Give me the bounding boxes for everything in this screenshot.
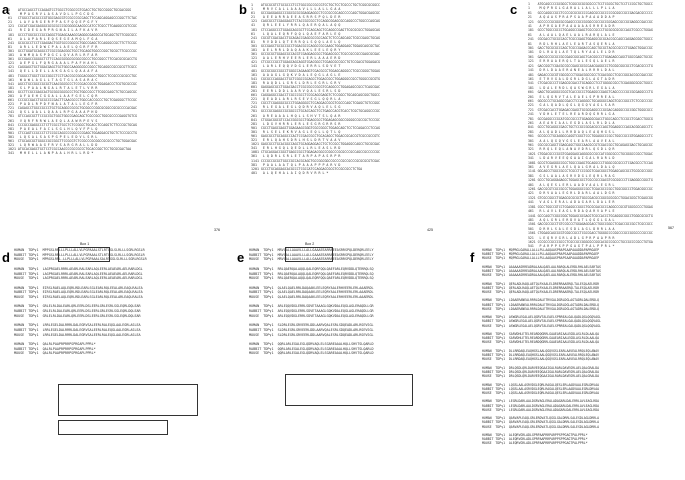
panel-label-b: b <box>239 2 247 17</box>
panel-c <box>500 0 685 249</box>
panel-b <box>233 0 443 232</box>
highlight-box-e-2 <box>285 374 413 406</box>
panel-label-d: d <box>2 250 10 265</box>
end-number-c: 567 <box>668 226 674 230</box>
sequence-b: 1 ATGCGCGTCTGCGCCCTCCTGGCCGCCGCCGTCCTGCTCCTCGCCCTGCTCGGCGCGGCC 1 M R V C A L L A A A V L L L A L L G A A 61 GCCGAGGAGGCCCGGCGCGCGGAGGAGGCCTCCCGCCGCAGCCCCCAGCTGGACGAGCGC 21 A E E A R R A E E A S R R S P Q L D E R 121 CAGCGCCTCGAGGAGCTCTACCGCCGCCTCCAGGCGGAGCGCCAGGCCCTGGCCCAGCAG 41 Q R L E E L Y R R L Q A E R Q A L A Q Q 181 CTCCAGGCCCTGGAGCAGCGCTTCCAGCAGCTCCAGGCCGAGTTCGCGCGCCTGGAGCAG 61 L Q A L E Q R F Q Q L Q A E F A R L E Q 241 CGCGTCGACGACCTGCAGACCGAGCGCCGCCAGCTCTCCCAGCAGCTCGCCGAGCTGCAG 81 R V D D L Q T E R R Q L S Q Q L A E L Q 301 GCCGAGCTGCGCCGCCTGGACGCCCAGGCCGCCAAGCTGGAGGAGCTGGAGCAGCGCTAC 101 A E L R R L D A Q A A K L E E L E Q R Y 361 GCCGCGCTGGAGCGCCACGTCGAGGAGCGCCTGGAGCGCCTCGCCGCCGCCGAGCGCGAC 121 A A L E R H V E E R L E R L A A A E R D 421 CTCGCCCGCCTGGAGCAGCAGGTCGACGGCCTCGAGCGCCGCCTGTCCGACGTGGAGACG 141 L A R L E Q Q V D G L E R R L S D V E T 481 GCCGCGGCCGGCCTGGGCCAGAAGGTCGACGCCCTGGAGCAGGGCCTCGCCGGGCTGGAG 161 A A A G L G Q K V D A L E Q G L A G L E 541 CGCGCCCAGGACCTGCTCGGCCGCAGCCTGGACCGCCTGGAGGGCCGCCTGGGCCGCGTG 181 R A Q D L L G R S L D R L E G R L G R V 601 GAGGAGCGCCTGGACGACCTCGCCGCCCGCGTCCAGGCCCTGGAGAGCCGCCTCAGCGAC 201 E E R L D D L A A R V Q A L E S R L S D 661 CAGGAGGCCGACCTCGCCCGCCTCCGCAGCGAGGTCTCCGGCCTGCAGCAGCGGCTGGCC 221 Q E A D L A R L R S E V S G L Q Q R L A 721 CGCCTCGAGGGCGCCCTGGAGGGCCTCCAGGACCGCGTCGCCCAGCTCGAGCTGTCCGGC 241 R L E G A L E G L Q D R V A Q L E L S G 781 GCCCGCGAGGCCGCGGCCCTGCACCAGCTCCTGAGCCACGTCACCTCGCTGCAGGCCCGC 261 A R E A A A L H Q L L S H V T S L Q A R 841 CTGGACGGCGTCCACCGGCGCCTGGAGCGCCTGGAGAGCGGCCGGGGCCGCCGCTCCCGC 281 L D G V H R R L E R L E S G R G R R S R 901 CGCCTGAGCGAGCTGGAGAAGCGGGTCGCCGGCCTGGAGCAGCTCCTCCAGACCCTCCAG 301 R L S E L E K R V A G L E Q L L Q T L Q 961 GAGCGCCTGCAGGCCCACTCCGACCGCCTGCACAGCCTGGACCGCACCGTCGCCGCCGTC 321 E R L Q A H S D R L H S L D R T V A A V 1021 GAGCGCCTGCACGGCCAGCTGCAGGAGGACCTCCTCCGCCTGGAGGCCAGCCTGCGCGAC 341 E R L H G Q L Q E D L L R L E A S L R D 1081 CTGCAGGACCGGCTGAGCCGCCTGGAGACGGCCCGGCCCGCGCCCGCCAGCCGCCCCCGC 361 L Q D R L S R L E T A R P A P A S R P R 1141 CCCGCCGCGCTGGCCGCCACGCAGCTGCCGGCGGCCGCCCCGCCGCCCGCGCGCGTCGAC 381 P A A L A A T Q L P A A A P P P A R V D 1201 GCCCTGCAGGAGCACGCCCTCGCCATCCAGGACCGCGTCCGCCGCCTCTGA 401 A L Q E H A L A I Q D R V R R L * <box>251 3 381 175</box>
panel-label-a: a <box>2 2 10 17</box>
highlight-box-d-2 <box>58 384 198 416</box>
panel-label-f: f <box>470 250 475 265</box>
panel-e <box>233 238 459 480</box>
box-title-d: Box 1 <box>80 242 90 246</box>
box-title-e: Box 2 <box>305 242 315 246</box>
end-number-a: 376 <box>214 228 220 232</box>
panel-f <box>462 238 685 480</box>
panel-label-c: c <box>510 2 518 17</box>
panel-d <box>0 238 232 480</box>
alignment-f: HUMAN TDPγ1 MQPRGLGARALLALLLPLLAAQAASPRAPSAAPAAADDAPAPRGAEP RABBIT TDPγ1 MQPRGLGARALLALLLPLLAAQAASPRAPSAAPAAADDAPAPRGAEP MOUSE TDPγ1 MQPRGLGARALLALLLPLLAAQAASPRAPSAAPAAADDAPAPRGAEP HUMAN TDPγ1 AAAAAASRREADRALAALQAELAALRARQLALERDLRHLAELEARTAS RABBIT TDPγ1 AAAAAASRREADRALAALQAELAALRARQLALERDLRHLAELEARTAS MOUSE TDPγ1 AAAAAASRREADRALAALQAELAALRARQLALERDLRHLAELEARTAS HUMAN TDPγ1 QERLADLRAQLAETQLRYAALELDRERRAAERQLTALESQLAELRDR RABBIT TDPγ1 QERLADLRAQLAETQLRYAALELDRERRAAERQLTALESQLAELRDR MOUSE TDPγ1 QERLADLRAQLAETQLRYAALELDRERRAAERQLTALESQLAELRDR HUMAN TDPγ1 LDAAERANEALRRRLDALETRVGALDGRLDGLAGTADRLDALERDLQ RABBIT TDPγ1 LDAAERANEALRRRLDALETRVGALDGRLDGLAGTADRLDALERDLQ MOUSE TDPγ1 LDAAERANEALRRRLDALETRVGALDGRLDGLAGTADRLDALERDLQ HUMAN TDPγ1 ASWGRLEGALAELQGRVTALEAELSPRREALGALQADLQGLQGQVAGL RABBIT TDPγ1 ASWGRLEGALAELQGRVTALEAELSPRREALGALQADLQGLQGQVAGL MOUSE TDPγ1 ASWGRLEGALAELQGRVTALEAELSPRREALGALQADLQGLQGQVAGL HUMAN TDPγ1 SARVDHLETELREARDQGRRLGAAEARIAALEGDLASLRLDLAALQA RABBIT TDPγ1 SARVDHLETELREARDQGRRLGAAEARIAALEGDLASLRLDLAALQA MOUSE TDPγ1 SARVDHLETELREARDQGRRLGAAEARIAALEGDLASLRLDLAALQA HUMAN TDPγ1 DLLRRDAQLEAQHGSLAALQGQVGSLEARLAAVEALRRQLEQLANAV RABBIT TDPγ1 DLLRRDAQLEAQHGSLAALQGQVGSLEARLAAVEALRRQLEQLANAV MOUSE TDPγ1 DLLRRDAQLEAQHGSLAALQGQVGSLEARLAAVEALRRQLEQLANAV HUMAN TDPγ1 DRLQSDLQRLDARVEEQGAAIGALRARLDAVEGRLAELQALGRALDA RABBIT TDPγ1 DRLQSDLQRLDARVEEQGAAIGALRARLDAVEGRLAELQALGRALDA MOUSE TDPγ1 DRLQSDLQRLDARVEEQGAAIGALRARLDAVEGRLAELQALGRALDA HUMAN TDPγ1 LQGSLAALASRVDGLEQRLRAGALQESLERLAADVAALEGRLDRVAA RABBIT TDPγ1 LQGSLAALASRVDGLEQRLRAGALQESLERLAADVAALEGRLDRVAA MOUSE TDPγ1 LQGSLAALASRVDGLEQRLRAGALQESLERLAADVAALEGRLDRVAA HUMAN TDPγ1 LEGRLDARLAALDGRVAGLERALADAGARLDALERRLAVLEAGLRDA RABBIT TDPγ1 LEGRLDARLAALDGRVAGLERALADAGARLDALERRLAVLEAGLRDA MOUSE TDPγ1 LEGRLDARLAALDGRVAGLERALADAGARLDALERRLAVLEAGLRDA HUMAN TDPγ1 QARVAPLEAQLGRLERDVATLQGGLGALDRRLSALESDLAGLDRRLA RABBIT TDPγ1 QARVAPLEAQLGRLERDVATLQGGLGALDRRLSALESDLAGLDRRLA MOUSE TDPγ1 QARVAPLEAQLGRLERDVATLQGGLGALDRRLSALESDLAGLDRRLA HUMAN TDPγ1 ALEQRVGRLADLGPRPAAPRRPARPPSPPGAGTPALPPRL* RABBIT TDPγ1 ALEQRVGRLADLGPRPAAPRRPARPPSPPGAGTPALPPRL* MOUSE TDPγ1 ALEQRVGRLADLGPRPAAPRRPARPPSPPGAGTPALPPRL* <box>482 248 601 446</box>
panel-label-e: e <box>237 250 245 265</box>
sequence-c: 1 ATGCAGCCCCGCGGCCTCGGCGCGCGCGCCCTCCTCGCGCTGCTCCTCCCGCTGCTGGCC 1 M Q P R G L G A R A L L A L L L P L L A 61 GCCCAGGCCGCCTCCCCGCGCGCCCCCAGCGCCGCCCCCGCGGCCGCCGACGACGCCCCC 21 A Q A A S P R A P S A A P A A A D D A P 121 GCCCCCCGCGGCGCCGAGCCCGCCGCGGCCGCCGCCGCGAGCCGCCGCGAGGCCGACCGC 41 A P R G A E P A A A A A A S R R E A D R 181 GCCCTGGCCGCCCTGCAGGCCGAGCTCGCCGCCCTGCGCGCGCGCCAGCTCGCCCTGGAG 61 A L A A L Q A E L A A L R A R Q L A L E 241 CGCGACCTGCGCCACCTCGCCGAGCTGGAGGCGCGCACCGCCAGCCAGGAGCGGCTGGCC 81 R D L R H L A E L E A R T A S Q E R L A 301 GACCTGCGCGCCCAGCTCGCCGAGACCCAGCTGCGCTACGCCGCCCTGGAGCTGGACCGC 101 D L R A Q L A E T Q L R Y A A L E L D R 361 GAGCGCCGCGCCGCCGAGCGGCAGCTCACGGCCCTGGAGAGCCAGCTGGCCGAGCTGCGC 121 E R R A A E R Q L T A L E S Q L A E L R 421 GACCGGCTCGACGCCGCCGAGCGCGCCAACGAGGCCCTGCGGCGGCGCCTCGACGCCCTG 141 D R L D A A E R A N E A L R R R L D A L 481 GAGACCCGCGTCGGCGCCCTGGACGGCCGCCTCGACGGCCTCGCCGGCACCGCCGACCGC 161 E T R V G A L D G R L D G L A G T A D R 541 CTCGACGCCCTCGAGCGCGACCTGCAGGCCTCCTGGGGCCGCCTCGAGGGCGCGCTGGCC 181 L D A L E R D L Q A S W G R L E G A L A 601 GAGCTGCAGGGCCGCGTCACCGCCCTGGAGGCCGAGCTCAGCCCCCGCCGCGAGGCCCTG 201 E L Q G R V T A L E A E L S P R R E A L 661 GGCGCCCTGCAGGCCGACCTCCAGGGCCTGCAGGGCCAGGTCGCCGGCCTCTCCGCCCGC 221 G A L Q A D L Q G L Q G Q V A G L S A R 721 GTCGACCACCTGGAGACCGAGCTGCGCGAGGCCCGCGACCAGGGCCGCCGGCTGGGCGCC 241 V D H L E T E L R E A R D Q G R R L G A 781 GCCGAGGCCCGCATCGCCGCCCTGGAGGGCGACCTGGCCAGCCTCCGCCTCGACCTGGCG 261 A E A R I A A L E G D L A S L R L D L A 841 GCCCTGCAGGCCGACCTGCTCCGCCGCGACGCCCAGCTGGAGGCCCAGCACGGCAGCCTC 281 A L Q A D L L R R D A Q L E A Q H G S L 901 GCCGCCCTGCAGGGCCAGGTCGGCTCCCTGGAGGCCCGCCTGGCCGCCGTGGAGGCCCTC 301 A A L Q G Q V G S L E A R L A A V E A L 961 CGCCGCCAGCTCGAGCAGCTGGCCAACGCCGTCGACCGCCTGCAGAGCGACCTGCAGCGC 321 R R Q L E Q L A N A V D R L Q S D L Q R 1021 CTGGACGCCCGCGTCGAGGAGCAGGGCGCCGCCATCGGCGCCCTGCGGGCCCGCCTGGAC 341 L D A R V E E Q G A A I G A L R A R L D 1081 GCCGTCGAGGGCCGCCTGGCCGAGCTGCAGGCCCTGGGCCGCGCCCTCGACGCCCTCCAG 361 A V E G R L A E L Q A L G R A L D A L Q 1141 GGCAGCCTGGCCGCCCTCGCCTCCCGCGTCGACGGCCTGGAGCAGCGCCTGCGCGCCGGC 381 G S L A A L A S R V D G L E Q R L R A G 1201 GCCCTGCAGGAGAGCCTGGAGCGCCTCGCCGCCGACGTCGCGGCCCTCGAGGGCCGGCTG 401 A L Q E S L E R L A A D V A A L E G R L 1261 GACCGCGTCGCCGCCCTGGAGGGCCGCCTCGACGCCCGCCTGGCGGCCCTGGACGGCCGC 421 D R V A A L E G R L D A R L A A L D G R 1321 GTCGCCGGCCTGGAGCGCGCGCTGGCCGACGCCGGCGCGCGCCTGGACGCGCTCGAGCGG 441 V A G L E R A L A D A G A R L D A L E R 1381 CGCCTGGCCGTCCTCGAGGCCGGCCTGCGCGACGCCCAGGCCCGCGTGGCGCCCCTGGAG 461 R L A V L E A G L R D A Q A R V A P L E 1441 GCCCAGCTCGGCCGGCTGGAGCGCGACGTCGCCACCCTGCAGGGCGGCCTGGGCGCGCTG 481 A Q L G R L E R D V A T L Q G G L G A L 1501 GACCGCCGCCTGTCCGCCCTGGAGAGCGACCTGGCCGGCCTCGACCGCCGCCTCGCCGCC 501 D R R L S A L E S D L A G L D R R L A A 1561 CTGGAGCAGCGCGTCGGCCGCCTCGCCGACCTGGGGCCCCGGCCCGCCGCGCCCCGCCGC 521 L E Q R V G R L A D L G P R P A A P R R 1621 CCCGCCCGCCCGCCCTCGCCGCCGGGCGCCGGCACGCCCGCCCTGCCGCCCCGCCTGTGA 541 P A R P P S P P G A G T P A L P P R L * <box>528 2 653 249</box>
highlight-box-d-1 <box>58 247 110 262</box>
alignment-e: HUMAN TDPγ1 MRVCALLAAAVLLLALLGAAAEEARRAEEASRRSPQLDERQRLEELY RABBIT TDPγ1 MRVCALLAAAVLLLALLGAAAEEARRAEEASRRSPQLDERQRLEELY MOUSE TDPγ1 MRVCALLAAAVLLLALLGAAAEEARRAEEASRRSPQLDERQRLEELY HUMAN TDPγ1 RRLQAERQALAQQLQALEQRFQQLQAEFARLEQRVDDLQTERRQLSQ RABBIT TDPγ1 RRLQAERQALAQQLQALEQRFQQLQAEFARLEQRVDDLQTERRQLSQ MOUSE TDPγ1 RRLQAERQALAQQLQALEQRFQQLQAEFARLEQRVDDLQTERRQLSQ HUMAN TDPγ1 QLAELQAELRRLDAQAAKLEELEQRYAALERHVEERLERLAAAERDL RABBIT TDPγ1 QLAELQAELRRLDAQAAKLEELEQRYAALERHVEERLERLAAAERDL MOUSE TDPγ1 QLAELQAELRRLDAQAAKLEELEQRYAALERHVEERLERLAAAERDL HUMAN TDPγ1 ARLEQQVDGLERRLSDVETAAAGLGQKVDALEQGLAGLERAQDLLGR RABBIT TDPγ1 ARLEQQVDGLERRLSDVETAAAGLGQKVDALEQGLAGLERAQDLLGR MOUSE TDPγ1 ARLEQQVDGLERRLSDVETAAAGLGQKVDALEQGLAGLERAQDLLGR HUMAN TDPγ1 SLDRLEGRLGRVEERLDDLAARVQALESRLSDQEADLARLRSEVSGL RABBIT TDPγ1 SLDRLEGRLGRVEERLDDLAARVQALESRLSDQEADLARLRSEVSGL MOUSE TDPγ1 SLDRLEGRLGRVEERLDDLAARVQALESRLSDQEADLARLRSEVSGL HUMAN TDPγ1 QQRLARLEGALEGLQDRVAQLELSGAREAAALHQLLSHVTSLQARLD RABBIT TDPγ1 QQRLARLEGALEGLQDRVAQLELSGAREAAALHQLLSHVTSLQARLD MOUSE TDPγ1 QQRLARLEGALEGLQDRVAQLELSGAREAAALHQLLSHVTSLQARLD <box>249 248 374 356</box>
alignment-d: HUMAN TDPγ1 MPPGSLRRLLLPLLLALLVLPGPAAALSTLRTGGLSLRLLLSGRLRGSLR RABBIT TDPγ1 MPPGSLRRLLLPLLLALLVLPGPAAALSTLRTGGLSLRLLLSGRLRGSLR MOUSE TDPγ1 MPRGSLRRL-LLPLLLALLVLPGPAAALSALRTGGLSLRLLLSGRLRGSLR HUMAN TDPγ1 LAGPRGAELRRRLAEARLRALEARLAQLEERLAEAEARLAELRARLDGL RABBIT TDPγ1 LAGPRGAELRRRLAEARLRALEARLAQLEERLAEAEARLAELRARLDGL MOUSE TDPγ1 LAGPRGAELRRRLAEARLRALEARLAQLEERLAEAEARLAELRARLDGL HUMAN TDPγ1 EIRSLRAELAQLEQRLRDLEARLSGLEARLRQLEEALARLEAQLRALEA RABBIT TDPγ1 EIRSLRAELAQLEQRLRDLEARLSGLEARLRQLEEALARLEAQLRALEA MOUSE TDPγ1 EIRSLRAELAQLEQRLRDLEARLSGLEARLRQLEEALARLEAQLRALEA HUMAN TDPγ1 GRLELRLDALEARLQRLEERLDSLEERLGRLESRLSGLEQRLDQLEAR RABBIT TDPγ1 GRLELRLDALEARLQRLEERLDSLEERLGRLESRLSGLEQRLDQLEAR MOUSE TDPγ1 GRLELRLDALEARLQRLEERLDSLEERLGRLESRLSGLEQRLDQLEAR HUMAN TDPγ1 LRRLEGELDALRRRLDALEGRVSALEERLRALEQGLAALEGRLASLEA RABBIT TDPγ1 LRRLEGELDALRRRLDALEGRVSALEERLRALEQGLAALEGRLASLEA MOUSE TDPγ1 LRRLEGELDALRRRLDALEGRVSALEERLRALEQGLAALEGRLASLEA HUMAN TDPγ1 QALRLPAAPRPRRPSPRGAPLPPRL* RABBIT TDPγ1 QALRLPAAPRPRRPSPRGAPLPPRL* MOUSE TDPγ1 QALRLPAAPRPRRPSPRGAPLPPRL* <box>14 248 147 356</box>
sequence-a: 1 ATGCCAGCCTCCAGAGTCCTGGCCTCGGCCGTCGACCTGCTGCCGGGCTGCGACGGG 1 M P A S R V L A S A V D L L P G C D G 61 CTGGCCTACGCCCGTGGCGAGCGTCCGCCCGCCAGCTTCCAGCAGGAGCCCGGCTTCTAC 21 L A Y A R G E R P P A S F Q Q E P G F Y 121 CGCATCGACGAGGGCGCGCGCCCGCGGGGCAACGCCATCCTCGCCTTCAAGGCCGTCCGC 41 R I D E G A R P R G N A I L A F K A V R 181 GCCCTGGCGCCCGCCAGGCTGGAGCAAAGCGAGGGCGAGGCCATGCAGCTGTTCGGCGCC 61 A L A P A R L E Q S E G E A M Q L F G A 241 GCGCGCCTCCTCGAGGACTGGTGCCCGGCGCTGGCCGAGCTCCAGGGCCGCTTCTTCCGC 81 A R L L E D W C P A L A E L Q G R F F R 301 GCCTGGATGCAGGCCTCGCCGGACGGCTGCCTGCAGGTGGCCCGGCTGCGCTTCGCCCGC 101 A W M Q A S P D G C L Q V A R L R F A R 361 GCCGAGCCGGGGCTCTTCCAGCGCGGCGCGGCCGCCCTGCCGGCCTTCCACGCGCACCTG 121 A E P G L F Q R G A A A L P A F H A H L 421 CAGGAGCTGCTGGACGAGCTGCTGGCCAAGGGCGCCGGCCTGCAGGCCGCCGCGTTCGCC 141 Q E L L D E L L A K G A G L Q A A A F A 481 TGGGCCTGGCTCGCCGGCCTCCTCACCGCCGGCACGGGCCTGGCCTCCGCCCGCGCCTGC 161 W A W L A G L L T A G T G L A S A R A C 541 AGCCTGCCGGCCGCGCTCAACGGCGCCCTCCGCACCGCGCTGGAGACCCTCGTGCGCCGC 181 S L P A A L N G A L R T A L E T L V R R 601 GCCTTCGCCGAGCACTGCGGCGGCGCCCTGCTGGCCGCCTTCGGCGAGCTCTGCCAGCGC 201 A F A E H C G G A L L A A F G E L C Q R 661 CCCGCCGACCTGCGCCCCGACTTCAACGCCCTGGCCACCGCCCTGCTCGAGGGCTTCCGC 221 P A D L R P D F N A L A T A L L E G F R 721 CAGAGCCTGGCCGCCCTGCTGCAGGCCGCGCTGCGGCCCGGCGCGGCCGCGCCCCACGAC 241 Q S L A A L L Q A A L R P G A A A P H D 781 GTCCAGCGCTTCCGCCGCTGGCTGGCCGAGCAGCTCGCCGCCTGGCGCCCCGAGGTGTCG 261 V Q R F R R W L A E Q L A A W R P E V S 841 CCCGCCGAGGCCCTCTTCGCCTGCCTCTCCGGCCTGCACCTCCAGGTCTTCCCGCTGCAG 281 P A E A L F A C L S G L H L Q V F P L Q 901 CTCCAGTCCGCCCTCTCCGCCAGCCCCGGCCCCGAGCTGGAGGACGTGCTCTCCCGCCTG 301 L Q S A L S A S P G P E L E D V L S R L 961 CTGCAGCGCTGGGCCGCCGGCTTCCGCGTCTCCGCCCGCGGCCGCGCCCTGCTGGACGAC 321 L Q R W A A G F R V S A R G R A L L D D 1021 ATGCACGAGCTGCTCCTCGCCAACCCCGCCGCCCTGCACCGGCTCCTGCGCGACTAA 341 M H E L L L A N P A A L H R L L R D * <box>8 8 138 156</box>
highlight-box-d-3 <box>58 420 168 435</box>
end-number-b: 425 <box>427 228 433 232</box>
panel-a <box>0 0 232 232</box>
highlight-box-e-1 <box>285 247 333 262</box>
